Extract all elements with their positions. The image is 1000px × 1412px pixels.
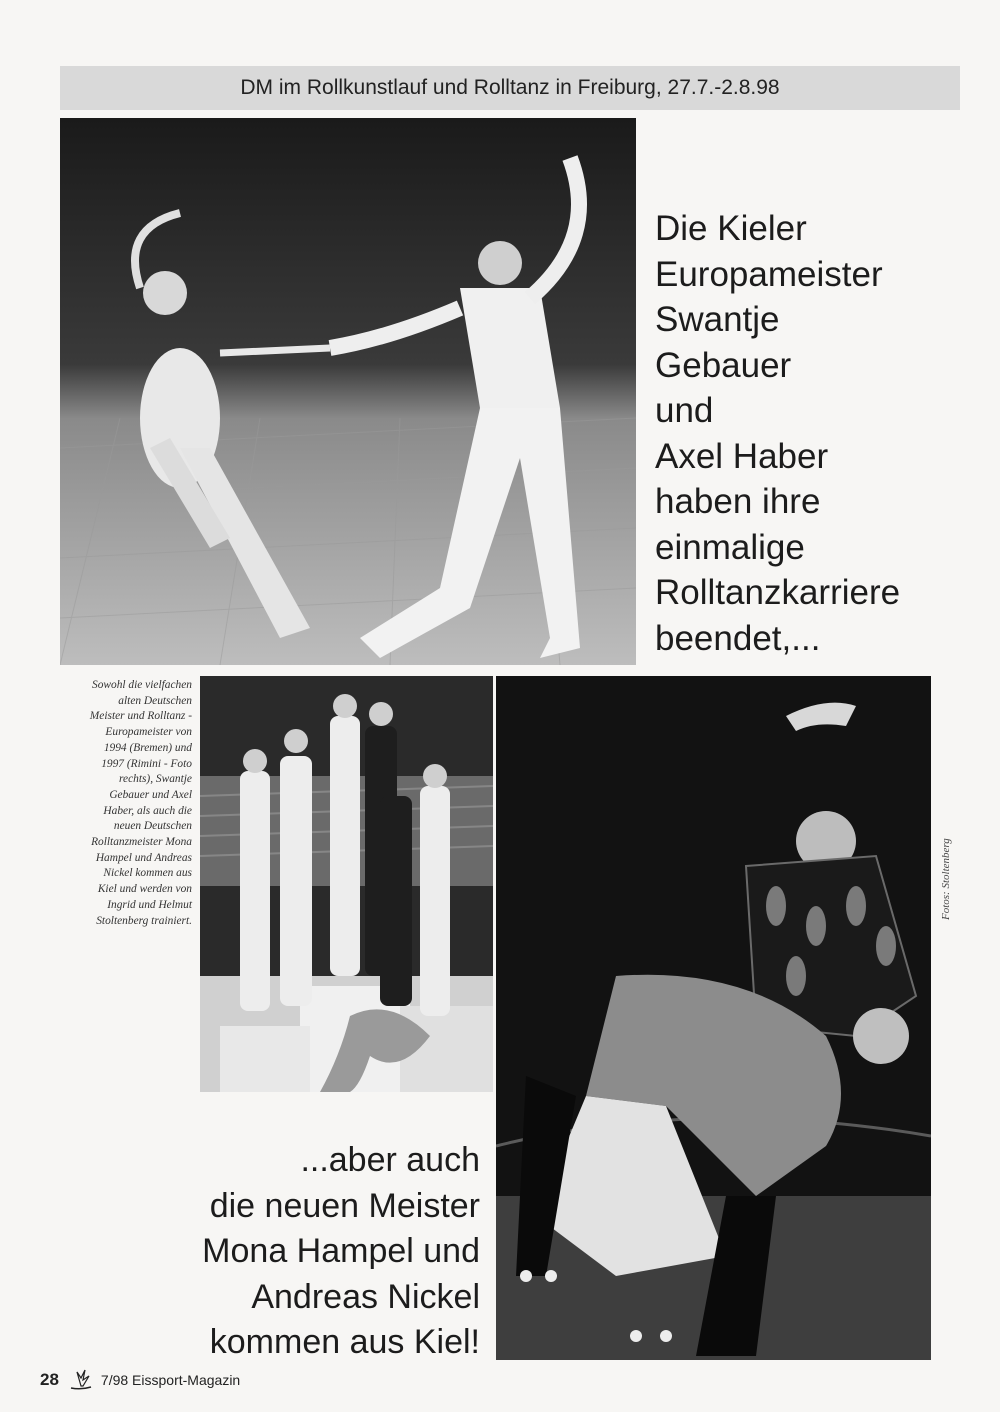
footer: [40, 1368, 240, 1392]
page-number: 28: [40, 1370, 59, 1389]
caption-line: Nickel kommen aus: [103, 867, 192, 880]
photo-couple-arena: [496, 676, 931, 1360]
headline-right-line: und: [655, 391, 714, 430]
publication-name: 7/98 Eissport-Magazin: [100, 1372, 241, 1388]
caption-line: Gebauer und Axel: [109, 788, 192, 801]
headline-right-line: Swantje: [655, 300, 780, 339]
headline-right-line: einmalige: [655, 527, 805, 567]
caption-line: rechts), Swantje: [119, 773, 192, 786]
headline-left-line: kommen aus Kiel!: [209, 1323, 480, 1361]
caption-line: Sowohl die vielfachen: [92, 679, 192, 691]
caption-line: Ingrid und Helmut: [107, 898, 192, 911]
headline-left-line: ...aber auch: [300, 1141, 480, 1179]
headline-left-line: Andreas Nickel: [251, 1277, 480, 1316]
caption-line: Rolltanzmeister Mona: [91, 836, 192, 849]
caption-line: Stoltenberg trainiert.: [96, 914, 192, 927]
caption-line: alten Deutschen: [118, 694, 192, 707]
headline-right-line: haben ihre: [655, 482, 821, 521]
caption-line: Kiel und werden von: [97, 883, 192, 896]
header-bar: [60, 66, 960, 110]
headline-right-line: Europameister: [655, 254, 883, 294]
caption-line: 1997 (Rimini - Foto: [101, 757, 192, 770]
caption-line: neuen Deutschen: [113, 820, 192, 833]
photo-couple-dancing-plaza: [60, 118, 636, 665]
headline-left-line: die neuen Meister: [209, 1186, 480, 1225]
caption-line: 1994 (Bremen) und: [103, 741, 192, 754]
headline-right: [655, 206, 975, 661]
photo-caption: [62, 678, 192, 929]
caption-line: Europameister von: [105, 726, 192, 739]
headline-right-line: Gebauer: [655, 345, 792, 385]
photo-credit-text: Fotos: Stoltenberg: [940, 838, 952, 920]
headline-left: [150, 1138, 480, 1366]
caption-line: Hampel und Andreas: [95, 851, 192, 864]
caption-line: Meister und Rolltanz -: [89, 710, 192, 723]
headline-right-line: beendet,...: [655, 618, 821, 658]
header-title: DM im Rollkunstlauf und Rolltanz in Freiburg, 27.7.-2.8.98: [240, 76, 780, 99]
headline-right-line: Die Kieler: [655, 209, 807, 248]
photo-credit: [936, 800, 956, 920]
skater-logo-icon: [67, 1368, 95, 1392]
caption-line: Haber, als auch die: [103, 804, 192, 817]
headline-left-line: Mona Hampel und: [202, 1232, 480, 1270]
photo-podium-ceremony: [200, 676, 493, 1092]
headline-right-line: Axel Haber: [655, 436, 829, 476]
headline-right-line: Rolltanzkarriere: [655, 573, 901, 612]
